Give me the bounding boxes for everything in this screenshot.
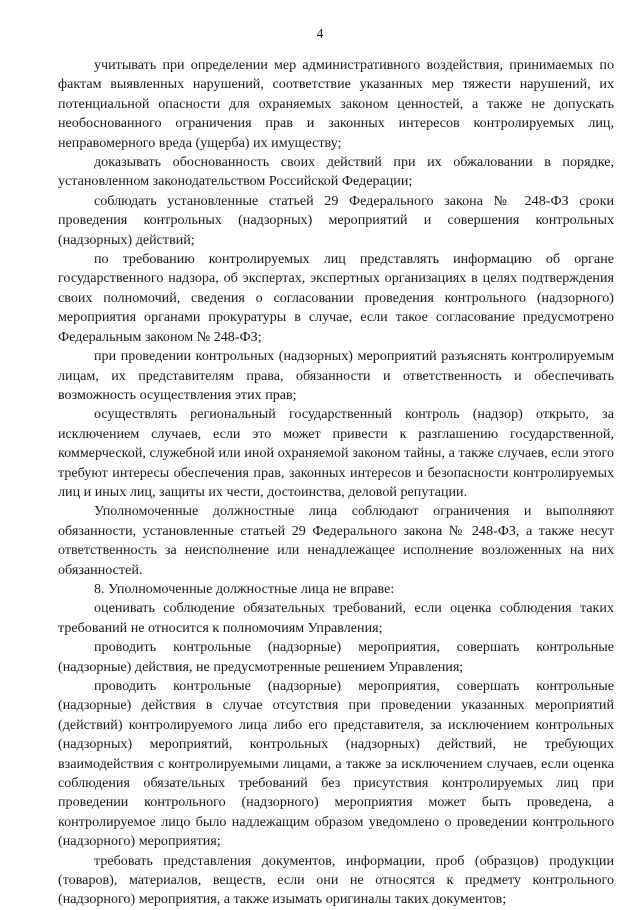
paragraph-10: проводить контрольные (надзорные) мероприятия, совершать контрольные (надзорные) действия, не предусмотренные решением Управления; (58, 639, 614, 675)
paragraph-4: по требованию контролируемых лиц представлять информацию об органе государственного надзора, об экспертах, экспертных организациях в целях подтверждения своих полномочий, сведения о согласовании проведения контрольного (надзорного) мероприятия органами прокуратуры в случае, если такое согласование предусмотрено Федеральным законом № 248-ФЗ; (58, 251, 614, 345)
document-body (58, 56, 614, 910)
paragraph-1: учитывать при определении мер административного воздействия, принимаемых по фактам выявленных нарушений, соответствие указанных мер тяжести нарушений, их потенциальной опасности для охраняемых законом ценностей, а также не допускать необоснованного ограничения прав и законных интересов контролируемых лиц, неправомерного вреда (ущерба) их имуществу; (58, 57, 614, 151)
paragraph-2: доказывать обоснованность своих действий при их обжаловании в порядке, установленном законодательством Российской Федерации; (58, 154, 614, 190)
paragraph-12: требовать представления документов, информации, проб (образцов) продукции (товаров), материалов, веществ, если они не относятся к предмету контрольного (надзорного) мероприятия, а также изымать оригиналы таких документов; (58, 852, 614, 908)
paragraph-7: Уполномоченные должностные лица соблюдают ограничения и выполняют обязанности, установленные статьей 29 Федерального закона № 248-ФЗ, а также несут ответственность за неисполнение или ненадлежащее исполнение возложенных на них обязанностей. (58, 503, 614, 578)
paragraph-11: проводить контрольные (надзорные) мероприятия, совершать контрольные (надзорные) действия в случае отсутствия при проведении указанных мероприятий (действий) контролируемого лица либо его представителя, за исключением контрольных (надзорных) мероприятий, контрольных (надзорных) действий, не требующих взаимодействия с контролируемыми лицами, а также за исключением случаев, если оценка соблюдения обязательных требований без присутствия контролируемых лиц при проведении контрольного (надзорного) мероприятия может быть проведена, а контролируемое лицо было надлежащим образом уведомлено о проведении контрольного (надзорного) мероприятия; (58, 678, 614, 850)
paragraph-9: оценивать соблюдение обязательных требований, если оценка соблюдения таких требований не относится к полномочиям Управления; (58, 600, 614, 636)
page-number: 4 (316, 26, 324, 41)
section-8-heading: 8. Уполномоченные должностные лица не вправе: (94, 580, 395, 597)
paragraph-5: при проведении контрольных (надзорных) мероприятий разъяснять контролируемым лицам, их представителям права, обязанности и ответственность и обеспечивать возможность осуществления этих прав; (58, 348, 614, 403)
paragraph-6: осуществлять региональный государственный контроль (надзор) открыто, за исключением случаев, если это может привести к разглашению государственной, коммерческой, служебной или иной охраняемой законом тайны, а также случаев, если этого требуют интересы обеспечения прав, законных интересов и безопасности контролируемых лиц и иных лиц, защиты их чести, достоинства, деловой репутации. (58, 406, 614, 500)
paragraph-3: соблюдать установленные статьей 29 Федерального закона № 248-ФЗ сроки проведения контрольных (надзорных) мероприятий и совершения контрольных (надзорных) действий; (58, 192, 614, 248)
